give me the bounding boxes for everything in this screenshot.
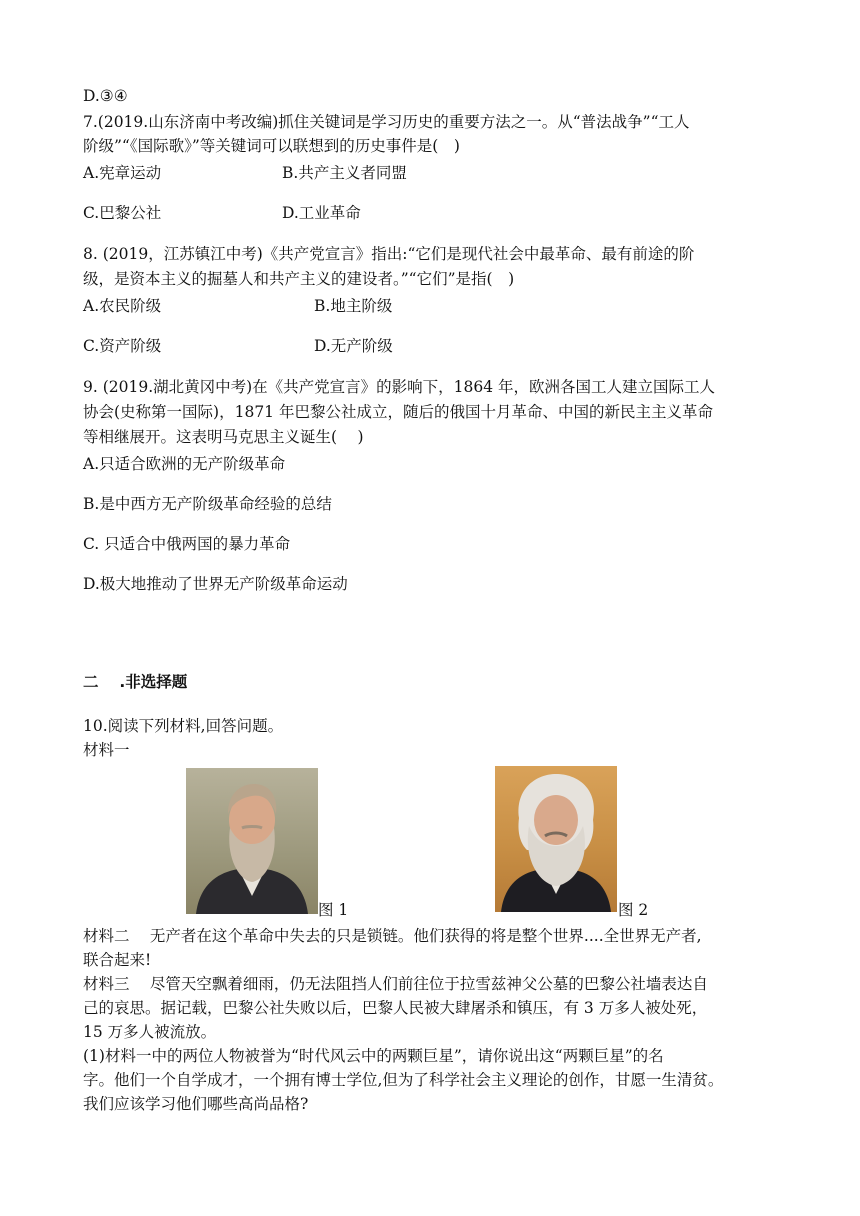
q9-option-b: B.是中西方无产阶级革命经验的总结 [83,495,332,513]
material-2-line2: 联合起来! [83,951,152,969]
material-3-line2: 己的哀思。据记载，巴黎公社失败以后，巴黎人民被大肆屠杀和镇压，有 3 万多人被处死， [83,999,708,1017]
q8-option-a: A.农民阶级 [83,297,162,315]
question-1-line1: (1)材料一中的两位人物被誉为“时代风云中的两颗巨星”，请你说出这“两颗巨星”的名 [83,1047,664,1065]
q9-stem-line2: 协会(史称第一国际)，1871 年巴黎公社成立，随后的俄国十月革命、中国的新民主主义革命 [83,403,713,421]
q9-option-c: C. 只适合中俄两国的暴力革命 [83,535,291,553]
q8-option-d: D.无产阶级 [314,337,393,355]
question-1-line2: 字。他们一个自学成才，一个拥有博士学位,但为了科学社会主义理论的创作，甘愿一生清贫。 [83,1071,724,1089]
q7-option-b: B.共产主义者同盟 [282,164,407,182]
q6-option-d: D.③④ [83,87,128,105]
material-3-line3: 15 万多人被流放。 [83,1023,217,1041]
q7-stem-line2: 阶级”“《国际歌》”等关键词可以联想到的历史事件是( ) [83,137,460,155]
section-heading: 二 .非选择题 [83,673,188,691]
q7-option-a: A.宪章运动 [83,164,162,182]
q8-option-c: C.资产阶级 [83,337,162,355]
q7-option-d: D.工业革命 [282,204,361,222]
figure-2-caption: 图 2 [618,901,649,919]
question-1-line3: 我们应该学习他们哪些高尚品格? [83,1095,309,1113]
q9-stem-line1: 9. (2019.湖北黄冈中考)在《共产党宣言》的影响下，1864 年，欧洲各国工人建立国际工人 [83,378,716,396]
q10-stem: 10.阅读下列材料,回答问题。 [83,717,284,735]
figure-1-caption: 图 1 [318,901,349,919]
material-2-line1: 材料二 无产者在这个革命中失去的只是锁链。他们获得的将是整个世界....全世界无产者, [83,927,702,945]
material-3-line1: 材料三 尽管天空飘着细雨，仍无法阻挡人们前往位于拉雪兹神父公墓的巴黎公社墙表达自 [83,975,708,993]
q8-option-b: B.地主阶级 [314,297,393,315]
portrait-image-2 [495,766,617,912]
q9-option-a: A.只适合欧洲的无产阶级革命 [83,455,286,473]
q8-stem-line2: 级，是资本主义的掘墓人和共产主义的建设者。”“它们”是指( ) [83,270,515,288]
q7-option-c: C.巴黎公社 [83,204,162,222]
portrait-2-drawing [495,766,617,912]
q9-stem-line3: 等相继展开。这表明马克思主义诞生( ) [83,428,364,446]
q8-stem-line1: 8. (2019，江苏镇江中考)《共产党宣言》指出:“它们是现代社会中最革命、最有前途的阶 [83,245,695,263]
q9-option-d: D.极大地推动了世界无产阶级革命运动 [83,575,348,593]
portrait-image-1 [186,768,318,914]
q7-stem-line1: 7.(2019.山东济南中考改编)抓住关键词是学习历史的重要方法之一。从“普法战争”“工人 [83,113,690,131]
material-1-label: 材料一 [83,741,130,759]
portrait-1-drawing [186,768,318,914]
